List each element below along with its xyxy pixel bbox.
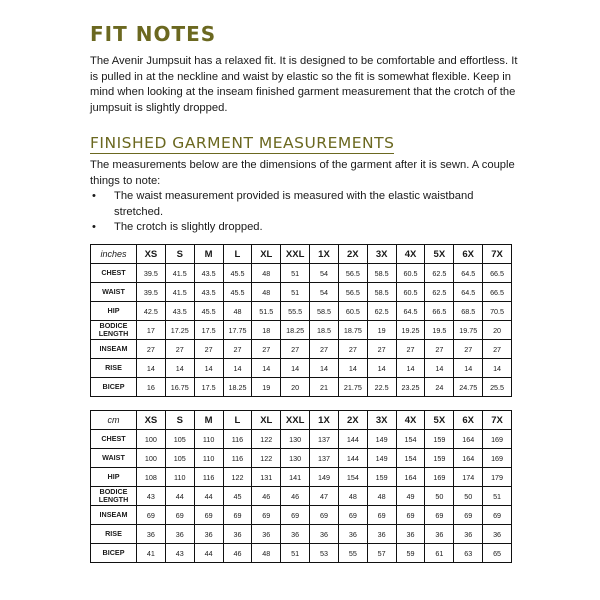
measurement-value: 60.5: [396, 283, 425, 302]
measurement-value: 19.25: [396, 321, 425, 340]
measurement-value: 36: [281, 525, 310, 544]
measurement-value: 110: [165, 468, 194, 487]
measurement-label: CHEST: [91, 264, 137, 283]
size-header: 4X: [396, 245, 425, 264]
measurement-value: 154: [396, 430, 425, 449]
measurement-value: 44: [194, 544, 223, 563]
measurement-value: 18.5: [310, 321, 339, 340]
measurement-value: 19.75: [454, 321, 483, 340]
measurement-value: 36: [194, 525, 223, 544]
size-header: S: [165, 245, 194, 264]
measurement-value: 46: [252, 487, 281, 506]
measurement-value: 164: [396, 468, 425, 487]
measurement-value: 169: [483, 430, 512, 449]
measurement-value: 116: [223, 449, 252, 468]
measurement-value: 110: [194, 449, 223, 468]
measurement-value: 48: [252, 544, 281, 563]
table-header-row: [91, 245, 512, 264]
measurement-label: HIP: [91, 302, 137, 321]
measurement-value: 16: [137, 378, 166, 397]
unit-label: inches: [91, 245, 137, 264]
measurement-value: 51: [483, 487, 512, 506]
measurement-value: 14: [367, 359, 396, 378]
unit-label: cm: [91, 411, 137, 430]
measurement-value: 141: [281, 468, 310, 487]
size-header: 5X: [425, 245, 454, 264]
measurement-value: 64.5: [454, 283, 483, 302]
measurement-value: 51.5: [252, 302, 281, 321]
measurement-value: 60.5: [338, 302, 367, 321]
measurement-value: 110: [194, 430, 223, 449]
measurement-value: 154: [396, 449, 425, 468]
measurement-value: 116: [223, 430, 252, 449]
table-row: [91, 302, 512, 321]
measurement-value: 43: [137, 487, 166, 506]
measurement-value: 68.5: [454, 302, 483, 321]
measurement-value: 17.5: [194, 321, 223, 340]
measurement-value: 48: [338, 487, 367, 506]
size-header: 1X: [310, 245, 339, 264]
measurement-value: 58.5: [367, 264, 396, 283]
measurement-value: 62.5: [367, 302, 396, 321]
size-header: 6X: [454, 411, 483, 430]
fit-notes-page: [90, 18, 520, 236]
measurement-value: 122: [223, 468, 252, 487]
measurement-value: 36: [223, 525, 252, 544]
size-header: XS: [137, 411, 166, 430]
size-header: XXL: [281, 411, 310, 430]
measurement-value: 43.5: [194, 283, 223, 302]
measurement-value: 62.5: [425, 264, 454, 283]
measurement-label: HIP: [91, 468, 137, 487]
measurement-value: 27: [137, 340, 166, 359]
measurement-value: 144: [338, 449, 367, 468]
measurement-value: 69: [137, 506, 166, 525]
measurement-value: 14: [223, 359, 252, 378]
table-row: [91, 283, 512, 302]
measurement-value: 149: [367, 449, 396, 468]
size-header: 3X: [367, 411, 396, 430]
table-row: [91, 525, 512, 544]
measurement-value: 27: [281, 340, 310, 359]
measurement-value: 14: [310, 359, 339, 378]
size-header: 2X: [338, 245, 367, 264]
measurement-value: 100: [137, 449, 166, 468]
measurement-value: 46: [223, 544, 252, 563]
size-header: 2X: [338, 411, 367, 430]
measurement-value: 45.5: [194, 302, 223, 321]
measurement-value: 58.5: [367, 283, 396, 302]
size-header: 7X: [483, 245, 512, 264]
measurement-value: 14: [137, 359, 166, 378]
measurement-value: 51: [281, 264, 310, 283]
measurement-value: 164: [454, 449, 483, 468]
measurement-value: 14: [396, 359, 425, 378]
measurement-value: 69: [454, 506, 483, 525]
table-row: [91, 430, 512, 449]
size-header: 4X: [396, 411, 425, 430]
measurement-value: 18.25: [223, 378, 252, 397]
measurement-value: 149: [310, 468, 339, 487]
measurement-value: 14: [281, 359, 310, 378]
table-row: [91, 449, 512, 468]
measurements-intro: The measurements below are the dimensions of the garment after it is sewn. A couple things to note:: [90, 159, 515, 187]
measurement-value: 69: [281, 506, 310, 525]
measurement-value: 44: [165, 487, 194, 506]
measurement-value: 19.5: [425, 321, 454, 340]
measurement-value: 14: [252, 359, 281, 378]
measurement-value: 70.5: [483, 302, 512, 321]
measurement-value: 43: [165, 544, 194, 563]
measurement-value: 39.5: [137, 283, 166, 302]
measurement-label: WAIST: [91, 449, 137, 468]
measurement-value: 130: [281, 430, 310, 449]
measurement-value: 69: [338, 506, 367, 525]
measurement-value: 17.5: [194, 378, 223, 397]
size-header: L: [223, 245, 252, 264]
measurement-value: 27: [223, 340, 252, 359]
measurements-title: FINISHED GARMENT MEASUREMENTS: [90, 134, 395, 152]
measurement-value: 14: [425, 359, 454, 378]
size-header: 1X: [310, 411, 339, 430]
measurement-value: 14: [483, 359, 512, 378]
size-header: 7X: [483, 411, 512, 430]
measurement-value: 66.5: [425, 302, 454, 321]
measurement-value: 69: [396, 506, 425, 525]
measurement-value: 69: [425, 506, 454, 525]
table-row: [91, 264, 512, 283]
measurement-label: WAIST: [91, 283, 137, 302]
measurement-value: 60.5: [396, 264, 425, 283]
measurement-value: 36: [425, 525, 454, 544]
measurement-value: 39.5: [137, 264, 166, 283]
measurement-value: 55.5: [281, 302, 310, 321]
measurement-value: 105: [165, 430, 194, 449]
measurement-value: 18.25: [281, 321, 310, 340]
measurement-label: INSEAM: [91, 506, 137, 525]
measurement-value: 20: [281, 378, 310, 397]
measurement-value: 65: [483, 544, 512, 563]
measurement-value: 54: [310, 283, 339, 302]
table-row: [91, 359, 512, 378]
measurement-value: 19: [367, 321, 396, 340]
measurement-value: 27: [194, 340, 223, 359]
size-header: XS: [137, 245, 166, 264]
measurement-value: 36: [454, 525, 483, 544]
measurement-value: 27: [454, 340, 483, 359]
measurement-value: 58.5: [310, 302, 339, 321]
measurement-value: 55: [338, 544, 367, 563]
table-row: [91, 487, 512, 506]
measurement-value: 24: [425, 378, 454, 397]
measurement-value: 36: [252, 525, 281, 544]
measurement-value: 69: [165, 506, 194, 525]
size-header: XXL: [281, 245, 310, 264]
table-header-row: [91, 411, 512, 430]
measurement-value: 59: [396, 544, 425, 563]
measurement-value: 130: [281, 449, 310, 468]
measurement-value: 149: [367, 430, 396, 449]
measurement-value: 27: [483, 340, 512, 359]
measurement-value: 69: [483, 506, 512, 525]
measurement-value: 100: [137, 430, 166, 449]
measurement-value: 174: [454, 468, 483, 487]
measurement-label: BICEP: [91, 544, 137, 563]
measurement-value: 45.5: [223, 264, 252, 283]
measurement-value: 169: [483, 449, 512, 468]
measurement-value: 159: [425, 449, 454, 468]
table-row: [91, 544, 512, 563]
table-row: [91, 340, 512, 359]
measurement-value: 54: [310, 264, 339, 283]
table-row: [91, 378, 512, 397]
measurement-value: 27: [396, 340, 425, 359]
table-row: [91, 468, 512, 487]
measurement-value: 122: [252, 430, 281, 449]
measurement-value: 57: [367, 544, 396, 563]
size-header: L: [223, 411, 252, 430]
measurement-value: 164: [454, 430, 483, 449]
measurement-value: 36: [483, 525, 512, 544]
measurement-label: BICEP: [91, 378, 137, 397]
fit-notes-title: FIT NOTES: [90, 22, 217, 46]
measurement-label: BODICE LENGTH: [91, 321, 137, 340]
measurement-value: 21.75: [338, 378, 367, 397]
measurement-value: 105: [165, 449, 194, 468]
measurement-value: 179: [483, 468, 512, 487]
measurement-label: INSEAM: [91, 340, 137, 359]
measurement-value: 36: [367, 525, 396, 544]
cm-measurement-table: [90, 410, 512, 563]
measurement-value: 50: [425, 487, 454, 506]
measurement-value: 69: [252, 506, 281, 525]
measurement-value: 144: [338, 430, 367, 449]
size-header: XL: [252, 411, 281, 430]
inches-measurement-table: [90, 244, 512, 397]
measurement-value: 50: [454, 487, 483, 506]
measurement-value: 48: [367, 487, 396, 506]
measurement-label: BODICE LENGTH: [91, 487, 137, 506]
measurement-value: 61: [425, 544, 454, 563]
measurement-value: 159: [425, 430, 454, 449]
measurement-value: 27: [310, 340, 339, 359]
measurement-value: 44: [194, 487, 223, 506]
measurement-value: 51: [281, 283, 310, 302]
measurement-value: 69: [194, 506, 223, 525]
measurement-value: 18.75: [338, 321, 367, 340]
measurement-value: 116: [194, 468, 223, 487]
measurement-value: 41.5: [165, 283, 194, 302]
measurement-value: 63: [454, 544, 483, 563]
measurement-value: 36: [396, 525, 425, 544]
measurement-value: 53: [310, 544, 339, 563]
measurement-value: 27: [252, 340, 281, 359]
measurement-value: 131: [252, 468, 281, 487]
measurement-value: 48: [223, 302, 252, 321]
measurement-value: 154: [338, 468, 367, 487]
measurement-value: 43.5: [165, 302, 194, 321]
measurement-value: 69: [367, 506, 396, 525]
measurement-value: 27: [165, 340, 194, 359]
table-row: [91, 321, 512, 340]
measurement-value: 108: [137, 468, 166, 487]
measurement-value: 21: [310, 378, 339, 397]
measurement-value: 36: [137, 525, 166, 544]
measurement-value: 69: [223, 506, 252, 525]
measurement-value: 66.5: [483, 283, 512, 302]
measurement-notes-list: [90, 189, 520, 236]
measurement-value: 18: [252, 321, 281, 340]
measurement-value: 20: [483, 321, 512, 340]
measurement-value: 25.5: [483, 378, 512, 397]
measurement-value: 159: [367, 468, 396, 487]
table-row: [91, 506, 512, 525]
measurement-label: RISE: [91, 359, 137, 378]
measurement-value: 41.5: [165, 264, 194, 283]
measurement-value: 47: [310, 487, 339, 506]
measurement-value: 122: [252, 449, 281, 468]
measurement-value: 51: [281, 544, 310, 563]
measurement-value: 27: [338, 340, 367, 359]
measurement-value: 36: [310, 525, 339, 544]
measurement-value: 45: [223, 487, 252, 506]
measurement-value: 14: [454, 359, 483, 378]
measurement-value: 17: [137, 321, 166, 340]
measurement-value: 48: [252, 264, 281, 283]
measurement-value: 69: [310, 506, 339, 525]
size-header: 3X: [367, 245, 396, 264]
measurement-value: 56.5: [338, 283, 367, 302]
size-header: 6X: [454, 245, 483, 264]
measurement-value: 46: [281, 487, 310, 506]
measurement-value: 17.25: [165, 321, 194, 340]
size-header: XL: [252, 245, 281, 264]
measurement-value: 27: [367, 340, 396, 359]
measurement-value: 41: [137, 544, 166, 563]
size-header: M: [194, 411, 223, 430]
measurement-value: 48: [252, 283, 281, 302]
size-header: S: [165, 411, 194, 430]
measurement-value: 43.5: [194, 264, 223, 283]
measurement-value: 45.5: [223, 283, 252, 302]
measurement-note: • The crotch is slightly dropped.: [90, 220, 520, 236]
measurement-value: 36: [338, 525, 367, 544]
measurement-value: 56.5: [338, 264, 367, 283]
measurement-value: 16.75: [165, 378, 194, 397]
measurement-value: 14: [194, 359, 223, 378]
measurement-value: 14: [338, 359, 367, 378]
measurement-value: 169: [425, 468, 454, 487]
measurement-value: 64.5: [454, 264, 483, 283]
measurement-value: 66.5: [483, 264, 512, 283]
measurement-value: 27: [425, 340, 454, 359]
measurement-value: 64.5: [396, 302, 425, 321]
measurement-value: 36: [165, 525, 194, 544]
fit-notes-paragraph: The Avenir Jumpsuit has a relaxed fit. It is designed to be comfortable and effortless. It is pulled in at the neckline and waist by elastic so the fit is somewhat flexible. Keep in mind when looking at the inseam finished garment measurement that the crotch of the jumpsuit is slightly dropped.: [90, 55, 518, 114]
measurement-value: 23.25: [396, 378, 425, 397]
measurement-value: 14: [165, 359, 194, 378]
measurement-value: 17.75: [223, 321, 252, 340]
measurement-note: • The waist measurement provided is measured with the elastic waistband stretched.: [90, 189, 520, 220]
measurement-label: RISE: [91, 525, 137, 544]
measurement-label: CHEST: [91, 430, 137, 449]
measurement-value: 49: [396, 487, 425, 506]
measurement-value: 137: [310, 430, 339, 449]
measurement-value: 62.5: [425, 283, 454, 302]
measurement-value: 42.5: [137, 302, 166, 321]
measurement-value: 19: [252, 378, 281, 397]
measurement-value: 137: [310, 449, 339, 468]
size-header: M: [194, 245, 223, 264]
size-header: 5X: [425, 411, 454, 430]
measurement-value: 22.5: [367, 378, 396, 397]
measurement-value: 24.75: [454, 378, 483, 397]
